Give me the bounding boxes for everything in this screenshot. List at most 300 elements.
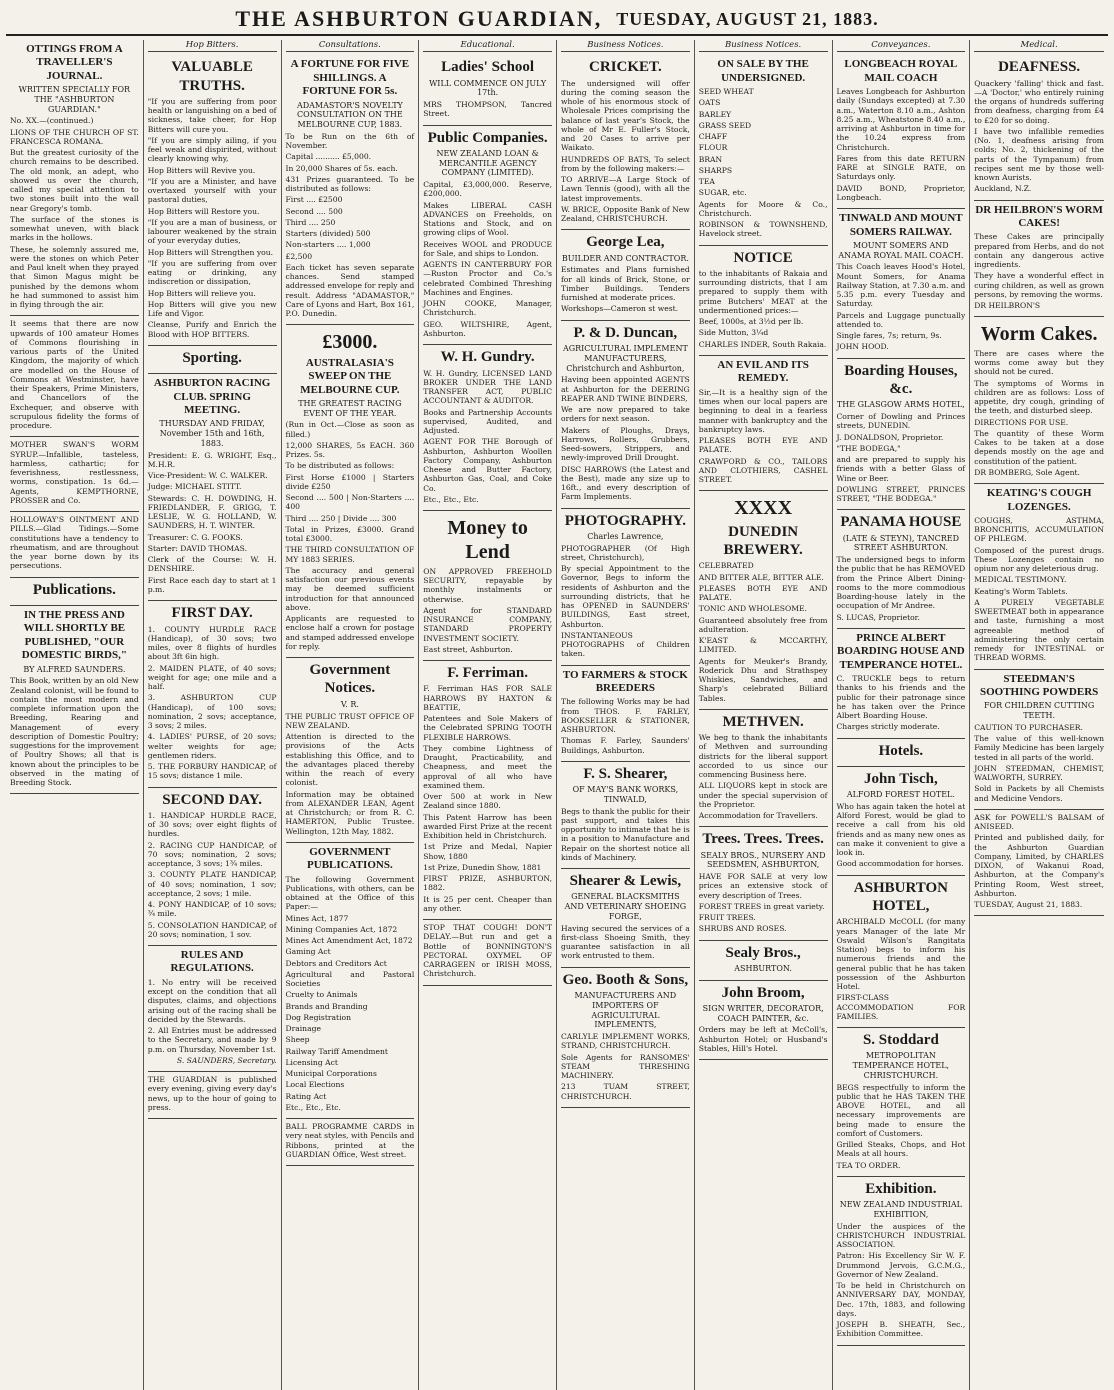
ad-text: Fares from this date RETURN FARE at SINGLE RATE, on Saturdays only. [836, 153, 966, 182]
ad-title: John Tisch, [864, 770, 938, 787]
ad-text: ON APPROVED FREEHOLD SECURITY, repayable by monthly instalments or otherwise. [423, 566, 552, 604]
ad-text: Starter: DAVID THOMAS. [147, 543, 248, 553]
ad-text: 2. All Entries must be addressed to the Secretary, and made by 9 p.m. on Thursday, November 1st. [147, 1026, 277, 1054]
ad-text: CRAWFORD & CO., TAILORS AND CLOTHIERS, CASHEL STREET. [698, 456, 828, 485]
ad-title: CRICKET. [589, 59, 662, 76]
ad-text: Over 500 at work in New Zealand since 1880. [423, 792, 552, 811]
ad-text: 3. ASHBURTON CUP (Handicap), of 100 sovs; nomination, 2 sovs; acceptance, 3 sovs; 2 miles. [147, 693, 277, 731]
ad-text: BALL PROGRAMME CARDS in very neat styles, with Pencils and Ribbons, printed at the GUARDIAN Office, West street. [285, 1122, 415, 1159]
ad-text: FOREST TREES in great variety. [698, 901, 825, 911]
ad-subtitle: (LATE & STEYN), TANCRED STREET ASHBURTON. [842, 533, 960, 553]
advertisement [10, 40, 139, 316]
ad-title: RULES AND REGULATIONS. [170, 949, 254, 975]
ad-text: Beef, 1000s, at 3½d per lb. [698, 317, 804, 327]
masthead-date: TUESDAY, AUGUST 21, 1883. [616, 8, 879, 29]
ad-text: These, he solemnly assured me, were the stones on which Peter and Paul knelt when they prayed that Simon Magus might be punished by the demons whom he had summoned to assist him in flying through the air. [10, 244, 139, 310]
advertisement [837, 739, 966, 767]
column-header: Consultations. [286, 40, 415, 52]
ad-text: HOLLOWAY'S OINTMENT AND PILLS.—Glad Tidings.—Some constitutions have a tendency to rheumatism, and are throughout the year borne down by its persecutions. [10, 515, 139, 571]
ad-title: Hotels. [878, 742, 924, 759]
ad-text: DIRECTIONS FOR USE. [974, 417, 1069, 427]
column-1 [6, 40, 144, 1390]
ad-text: SHRUBS AND ROSES. [698, 924, 787, 934]
ad-text: Hop Bitters will give you new Life and Vigor. [147, 299, 277, 319]
ad-text: Makes LIBERAL CASH ADVANCES on Freeholds, on Stations and Stock, and on growing clips of Wool. [423, 200, 552, 238]
ad-text: CHARLES INDER, South Rakaia. [698, 339, 827, 349]
advertisement [837, 629, 966, 739]
advertisement [699, 356, 828, 491]
ad-display-heading: Worm Cakes. [980, 323, 1098, 346]
ad-text: Cruelty to Animals [285, 990, 358, 1000]
ad-text: MOTHER SWAN'S WORM SYRUP.—Infallible, tasteless, harmless, cathartic; for feverishness, restlessness, worms, constipation. 1s 6d.—Agents, KEMPTHORNE, PROSSER and Co. [10, 440, 139, 505]
ad-text: 1. COUNTY HURDLE RACE (Handicap), of 30 sovs; two miles, over 8 flights of hurdles about 3ft 6in high. [147, 624, 277, 662]
ad-text: Sold in Packets by all Chemists and Medicine Vendors. [974, 784, 1104, 803]
ad-text: PHOTOGRAPHER (Of High street, Christchurch), [561, 543, 690, 562]
ad-title: A FORTUNE FOR FIVE SHILLINGS. A FORTUNE FOR 5s. [290, 58, 410, 98]
advertisement [699, 246, 828, 356]
ad-text: Drainage [285, 1024, 321, 1034]
ad-text: But the greatest curiosity of the church remains to be described. The old monk, an adept, who showed us over the church, called my special attention to two stones built into the wall near Gregory's tomb. [10, 148, 139, 213]
ad-text: Second .... 500 | Non-Starters .... 400 [285, 493, 415, 512]
ad-title: ASHBURTON RACING CLUB. SPRING MEETING. [153, 377, 271, 417]
ad-subtitle: GENERAL BLACKSMITHS AND VETERINARY SHOEING FORGE, [564, 892, 687, 921]
ad-text: Etc., Etc., Etc. [285, 1102, 341, 1112]
ad-display-heading: XXXX [734, 497, 793, 520]
ad-title: PHOTOGRAPHY. [564, 512, 687, 529]
advertisement [10, 316, 139, 437]
ad-text: Keating's Worm Tablets. [974, 586, 1068, 596]
ad-text: Hop Bitters will Revive you. [147, 165, 256, 175]
advertisement [974, 317, 1104, 484]
ad-text: and are prepared to supply his friends with a better Glass of Wine or Beer. [836, 455, 966, 483]
ad-text: Patentees and Sole Makers of the Celebrated SPRING TOOTH FLEXIBLE HARROWS. [423, 714, 552, 742]
ad-text: The quantity of these Worm Cakes to be taken at a dose depends mostly on the age and constitution of the patient. [974, 428, 1104, 466]
advertisement [974, 201, 1104, 318]
ad-text: Sheep [285, 1035, 310, 1045]
ad-text: "If you are a Minister, and have overtaxed yourself with your pastoral duties, [147, 176, 277, 205]
ad-text: SUGAR, etc. [698, 188, 747, 198]
ad-text: Information may be obtained from ALEXANDER LEAN, Agent at Christchurch; or from R. C. HAMERTON, Public Trustee. Wellington, 12th May, 1882. [285, 789, 415, 836]
ad-text: The following Works may be had from THOS. F. FARLEY, BOOKSELLER & STATIONER, ASHBURTON. [561, 697, 690, 735]
ad-title: AN EVIL AND ITS REMEDY. [717, 358, 809, 385]
column-4 [419, 40, 557, 1390]
ad-text: First Horse £1000 | Starters divide £250 [285, 472, 415, 491]
ad-text: DISC HARROWS (the Latest and the Best), made any size up to 16ft., and every description of Farm Implements. [561, 464, 690, 502]
ad-text: W. BRICE, Opposite Bank of New Zealand, CHRISTCHURCH. [561, 204, 690, 224]
ad-text: Capital .......... £5,000. [285, 152, 372, 162]
ad-text: ROBINSON & TOWNSHEND, Havelock street. [698, 220, 828, 239]
advertisement [837, 510, 966, 629]
ad-text: MRS THOMPSON, Tancred Street. [423, 100, 552, 119]
ad-text: Parcels and Luggage punctually attended to. [836, 310, 966, 329]
ad-text: Railway Tariff Amendment [285, 1046, 388, 1056]
ad-text: Sole Agents for RANSOMES' STEAM THRESHING MACHINERY. [561, 1052, 690, 1080]
ad-title: DR HEILBRON'S WORM CAKES! [975, 203, 1103, 230]
ad-text: The surface of the stones is somewhat uneven, with black marks in the hollows. [10, 214, 139, 243]
ad-text: Mines Act, 1877 [285, 913, 349, 923]
ad-title: DEAFNESS. [998, 59, 1081, 76]
ad-text: DR BOMBERG, Sole Agent. [974, 467, 1080, 477]
ad-display-heading: Money to Lend [447, 517, 528, 564]
ad-text: It is 25 per cent. Cheaper than any other. [423, 894, 552, 913]
ad-text: Hop Bitters will Strengthen you. [147, 247, 274, 257]
ad-text: £2,500 [285, 251, 313, 261]
ad-title: Shearer & Lewis, [569, 873, 682, 890]
ad-text: JOHN COOKE, Manager, Christchurch. [423, 299, 552, 318]
ad-text: TO ARRIVE—A Large Stock of Lawn Tennis (good), with all the latest improvements. [561, 175, 690, 203]
ad-title: AUSTRALASIA'S SWEEP ON THE MELBOURNE CUP. [300, 356, 400, 396]
ad-text: 1. HANDICAP HURDLE RACE, of 30 sovs; over eight flights of hurdles. [147, 810, 277, 839]
advertisement [10, 578, 139, 606]
ad-text: Each ticket has seven separate chances. Send stamped addressed envelope for reply and result. Address "ADAMASTOR," Care of Lyons and Hart, Box 161, P.O. Dunedin. [285, 262, 415, 319]
ad-text: Having been appointed AGENTS at Ashburton for the DEERING REAPER AND TWINE BINDERS, [561, 375, 690, 403]
ad-title: METHVEN. [722, 713, 804, 730]
ad-subtitle: THE GREATEST RACING EVENT OF THE YEAR. [298, 398, 402, 418]
ad-title: Publications. [32, 581, 116, 598]
ad-text: Clerk of the Course: W. H. DENSHIRE. [147, 555, 277, 574]
ad-text: ALL LIQUORS kept in stock are under the special supervision of the Proprietor. [698, 781, 828, 809]
ad-text: Patron: His Excellency Sir W. F. Drummond Jervois, G.C.M.G., Governor of New Zealand. [836, 1251, 966, 1279]
ad-text: Vice-President: W. C. WALKER. [147, 471, 268, 481]
ad-text: In 20,000 Shares of 5s. each. [285, 163, 398, 173]
ad-text: "If you are simply ailing, if you feel weak and dispirited, without clearly knowing why, [147, 135, 277, 164]
ad-text: Third .... 250 [285, 217, 336, 227]
ad-display-heading: £3000. [322, 331, 378, 354]
ad-subtitle: ALFORD FOREST HOTEL. [846, 790, 955, 800]
column-8 [970, 40, 1108, 1390]
ad-text: Debtors and Creditors Act [285, 958, 387, 968]
ad-text: W. H. Gundry, LICENSED LAND BROKER UNDER THE LAND TRANSFER ACT, PUBLIC ACCOUNTANT & AUDITOR. [423, 368, 552, 406]
advertisement [148, 788, 277, 947]
ad-text: Capital, £3,000,000. Reserve, £200,000. [423, 180, 552, 199]
ad-text: "If you are a man of business, or labourer weakened by the strain of your everyday duties, [147, 217, 277, 246]
ad-title: TINWALD AND MOUNT SOMERS RAILWAY. [839, 212, 963, 238]
ad-title: S. Stoddard [862, 1032, 939, 1049]
ad-text: FIRST-CLASS ACCOMMODATION FOR FAMILIES. [836, 993, 966, 1021]
ad-text: Rating Act [285, 1091, 327, 1101]
advertisement [286, 658, 415, 843]
ad-title: NOTICE [733, 249, 793, 266]
ad-text: They combine Lightness of Draught, Practicability, and Cheapness, and meet the approval of all who have examined them. [423, 743, 552, 790]
ad-text: 4. LADIES' PURSE, of 20 sovs; welter weights for age; gentlemen riders. [147, 732, 277, 760]
ad-text: FIRST PRIZE, ASHBURTON, 1882. [423, 874, 552, 893]
advertisement [423, 345, 552, 511]
ad-title: PANAMA HOUSE [840, 514, 962, 531]
ad-text: FLOUR [698, 143, 728, 153]
advertisement [423, 661, 552, 920]
ad-text: BARLEY [698, 109, 732, 119]
ad-text: 1st Prize, Dunedin Show, 1881 [423, 862, 542, 872]
ad-text: "THE BODEGA," [836, 443, 901, 453]
ad-subtitle: THE GLASGOW ARMS HOTEL, [836, 400, 965, 410]
ad-title: F. Ferriman. [447, 665, 528, 682]
column-header: Hop Bitters. [148, 40, 277, 52]
ad-text: Begs to thank the public for their past support, and takes this opportunity to intimate that he is in a position to Manufacture and Repair on the shortest notice all kinds of Machinery. [561, 806, 690, 862]
ad-text: ASK for POWELL'S BALSAM of ANISEED. [974, 812, 1104, 832]
ad-text: 213 TUAM STREET, CHRISTCHURCH. [561, 1082, 690, 1101]
ad-text: 5. CONSOLATION HANDICAP, of 20 sovs; nomination, 1 sov. [147, 920, 277, 939]
ad-text: MEDICAL TESTIMONY. [974, 575, 1067, 585]
ad-subtitle: NEW ZEALAND LOAN & MERCANTILE AGENCY COMPANY (LIMITED). [436, 148, 539, 178]
advertisement [286, 843, 415, 1119]
ad-text: "If you are suffering from poor health or languishing on a bed of sickness, take cheer, for Hop Bitters will cure you. [147, 96, 277, 134]
ad-subtitle: SEALY BROS., NURSERY AND SEEDSMEN, ASHBURTON, [700, 850, 826, 870]
ad-text: JOHN STEEDMAN, CHEMIST, WALWORTH, SURREY. [974, 763, 1104, 783]
ad-text: Etc., Etc., Etc. [423, 494, 479, 504]
advertisement [974, 484, 1104, 670]
ad-text: HAVE FOR SALE at very low prices an extensive stock of every description of Trees. [698, 872, 828, 900]
ad-text: PLEASES BOTH EYE AND PALATE. [698, 583, 828, 603]
ad-text: OATS [698, 98, 721, 108]
ad-text: Stewards: C. H. DOWDING, H. FRIEDLANDER, F. GRIGG, T. LESLIE, W. G. HOLLAND, W. SAUNDERS, H. T. WINTER. [147, 493, 277, 531]
ad-text: AGENTS IN CANTERBURY FOR—Ruston Proctor and Co.'s celebrated Combined Threshing Machines and Engines. [423, 260, 552, 297]
ad-title: W. H. Gundry. [440, 349, 535, 366]
ad-text: First .... £2500 [285, 195, 343, 205]
ad-text: Agricultural and Pastoral Societies [285, 969, 415, 989]
advertisement [699, 710, 828, 828]
ad-text: This Coach leaves Hood's Hotel, Mount Somers, for Anama Railway Station, at 7.30 a.m. and 5.35 p.m. every Tuesday and Saturday. [836, 262, 966, 309]
ad-text: Accommodation for Travellers. [698, 811, 818, 821]
advertisement [699, 981, 828, 1061]
ad-text: Printed and published daily, for the Ashburton Guardian Company, Limited, by CHARLES DIXON, of Wakanui Road, Ashburton, at the Company's Printing Room, West street, Ashburton. [974, 833, 1104, 898]
column-header: Medical. [974, 40, 1104, 52]
ad-text: Estimates and Plans furnished for all kinds of Brick, Stone, or Timber Buildings. Tenders furnished at moderate prices. [561, 265, 690, 303]
ad-title: OTTINGS FROM A TRAVELLER'S JOURNAL. [26, 43, 123, 82]
ad-subtitle: MOUNT SOMERS AND ANAMA ROYAL MAIL COACH. [838, 240, 964, 260]
ad-text: Single fares, 7s; return, 9s. [836, 331, 942, 341]
ad-subtitle: WILL COMMENCE ON JULY 17th. [429, 78, 547, 98]
ad-text: The following Government Publications, with others, can be obtained at the Office of this Paper:— [285, 874, 415, 912]
ad-text: Attention is directed to the provisions of the Acts establishing this Office, and to the advantages placed thereby within the reach of every colonist. [285, 732, 415, 788]
ad-text: Agents for Moore & Co., Christchurch. [698, 199, 828, 218]
ad-text: Starters (divided) 500 [285, 229, 371, 239]
ad-text: JOSEPH B. SHEATH, Sec., Exhibition Committee. [836, 1320, 966, 1339]
advertisement [148, 601, 277, 787]
advertisement [974, 670, 1104, 810]
ad-text: Under the auspices of the CHRISTCHURCH INDUSTRIAL ASSOCIATION. [836, 1221, 966, 1250]
ad-text: The accuracy and general satisfaction our previous events may be deemed sufficient introduction for that announced above. [285, 565, 415, 612]
advertisement [974, 55, 1104, 200]
ad-text: THE GUARDIAN is published every evening, giving every day's news, up to the hour of going to press. [147, 1075, 277, 1112]
ad-text: 1. No entry will be received except on the condition that all disputes, claims, and objections arising out of the racing shall be decided by the Stewards. [147, 977, 277, 1024]
ad-text: Second .... 500 [285, 206, 343, 216]
ad-title: Trees. Trees. Trees. [702, 831, 824, 848]
ad-title: IN THE PRESS AND WILL SHORTLY BE PUBLISHED, "OUR DOMESTIC BIRDS," [21, 609, 127, 662]
ad-title: P. & D. Duncan, [573, 324, 678, 341]
ad-text: CARLYLE IMPLEMENT WORKS, STRAND, CHRISTCHURCH. [561, 1032, 690, 1051]
ad-text: The symptoms of Worms in children are as follows: Loss of appetite, dry cough, grinding of the teeth, and disturbed sleep. [974, 378, 1104, 416]
advertisement [561, 55, 690, 230]
ad-text: Leaves Longbeach for Ashburton daily (Sundays excepted) at 7.30 a.m., Waterton 8.10 a.m., Ashton 8.25 a.m., Wheatstone 8.40 a.m., arriving at Ashburton in time for the 10.24 express from Christchurch. [836, 87, 966, 152]
advertisement [10, 512, 139, 578]
ad-text: STOP THAT COUGH! DON'T DELAY.—But run and get a Bottle of BONNINGTON'S PECTORAL OXYMEL OF CARRAGEEN or IRISH MOSS, Christchurch. [423, 923, 552, 979]
ad-subtitle: METROPOLITAN TEMPERANCE HOTEL, CHRISTCHURCH. [852, 1051, 950, 1080]
ad-text: CAUTION TO PURCHASER. [974, 722, 1083, 732]
ad-text: To be distributed as follows: [285, 461, 395, 471]
ad-text: K'EAST & MCCARTHY, LIMITED. [698, 636, 828, 655]
column-header: Educational. [423, 40, 552, 52]
ad-subtitle: OF MAY'S BANK WORKS, TINWALD, [572, 785, 679, 804]
ad-text: No. XX.—(continued.) [10, 116, 94, 126]
ad-subtitle: AGRICULTURAL IMPLEMENT MANUFACTURERS, Christchurch and Ashburton, [562, 344, 688, 373]
advertisement [148, 374, 277, 601]
ad-text: First Race each day to start at 1 p.m. [147, 575, 277, 594]
ad-title: Exhibition. [865, 1180, 937, 1197]
ad-text: Non-starters .... 1,000 [285, 240, 371, 250]
ad-subtitle: BUILDER AND CONTRACTOR. [561, 253, 689, 263]
ad-title: Sealy Bros., [725, 944, 801, 961]
advertisement [423, 511, 552, 661]
ad-text: 4. PONY HANDICAP, of 10 sovs; ¾ mile. [147, 900, 277, 919]
advertisement [837, 55, 966, 209]
ad-title: PRINCE ALBERT BOARDING HOUSE AND TEMPERANCE HOTEL. [837, 631, 965, 671]
ad-text: This Book, written by an old New Zealand colonist, will be found to contain the most modern and complete information upon the Breeding, Rearing and Management of every description of Domestic Poultry; suggestions for the improvement of Poultry Shows; all that is known about the principles to be observed in the mating of Breeding Stock. [10, 676, 139, 788]
advertisement [286, 55, 415, 325]
ad-text: There are cases where the worms come away but they should not be cured. [974, 348, 1104, 377]
column-6 [695, 40, 833, 1390]
ad-text: Dog Registration [285, 1012, 351, 1022]
ad-text: THE THIRD CONSULTATION OF MY 1883 SERIES. [285, 545, 415, 564]
ad-text: Books and Partnership Accounts supervised, Audited, and Adjusted. [423, 407, 552, 435]
ad-text: Local Elections [285, 1080, 345, 1090]
advertisement [423, 126, 552, 346]
column-2 [144, 40, 282, 1390]
advertisement [10, 606, 139, 794]
ad-text: TUESDAY, August 21, 1883. [974, 900, 1083, 910]
ad-text: AGENT FOR THE Borough of Ashburton, Ashburton Woollen Factory Company, Ashburton Cheese and Butter Factory, Ashburton Gas, Coal, and Coke Co. [423, 437, 552, 493]
advertisement [699, 55, 828, 245]
column-5 [557, 40, 695, 1390]
ad-text: Corner of Dowling and Princes streets, DUNEDIN. [836, 412, 966, 431]
ad-signature: S. SAUNDERS, Secretary. [176, 1055, 277, 1065]
ad-subtitle: MANUFACTURERS AND IMPORTERS OF AGRICULTURAL IMPLEMENTS, [574, 991, 677, 1030]
ad-subtitle: V. R. [340, 699, 359, 709]
ad-subtitle: Charles Lawrence, [587, 531, 664, 541]
ad-text: Brands and Branding [285, 1001, 368, 1011]
ad-text: 2. MAIDEN PLATE, of 40 sovs; weight for age; one mile and a half. [147, 663, 277, 692]
advertisement [561, 509, 690, 666]
ad-text: CHAFF [698, 132, 728, 142]
ad-text: Composed of the purest drugs. These Lozenges contain no opium nor any deleterious drug. [974, 545, 1104, 574]
ad-text: They have a wonderful effect in curing children, as well as grown persons, by removing the worms. [974, 271, 1104, 299]
masthead [6, 4, 1108, 36]
ad-text: Mining Companies Act, 1872 [285, 924, 398, 934]
ad-text: TEA TO ORDER. [836, 1160, 901, 1170]
ad-text: Having secured the services of a first-class Shoeing Smith, they guarantee satisfaction in all work entrusted to them. [561, 923, 690, 961]
ad-title: F. S. Shearer, [583, 765, 668, 782]
ad-title: Geo. Booth & Sons, [562, 971, 689, 988]
ad-text: Agents for Meuker's Brandy, Roderick Dhu and Strathspey Whiskies, Sandwiches, and Sharp's celebrated Billiard Tables. [698, 656, 828, 703]
ad-text: BRAN [698, 154, 723, 164]
advertisement [837, 876, 966, 1028]
ad-text: 3. COUNTY PLATE HANDICAP, of 40 sovs; nomination, 1 sov; acceptance, 2 sovs; 1 mile. [147, 870, 277, 898]
ad-text: JOHN HOOD. [836, 342, 889, 352]
ad-text: Side Mutton, 3¼d [698, 328, 769, 338]
ad-text: Gaming Act [285, 947, 331, 957]
ad-text: F. Ferriman HAS FOR SALE HARROWS BY HAXTON & BEATTIE, [423, 684, 552, 712]
ad-text: DR HEILBRON'S [974, 301, 1041, 311]
advertisement [974, 810, 1104, 917]
ad-text: Agent for STANDARD INSURANCE COMPANY, STANDARD PROPERTY INVESTMENT SOCIETY. [423, 605, 552, 643]
ad-text: Treasurer: C. G. FOOKS. [147, 532, 243, 542]
ad-subtitle: BY ALFRED SAUNDERS. [23, 664, 126, 674]
ad-text: East street, Ashburton. [423, 644, 513, 654]
ad-text: 2. RACING CUP HANDICAP, of 70 sovs; nomination, 2 sovs; acceptance, 3 sovs; 1¾ miles. [147, 840, 277, 869]
advertisement [561, 230, 690, 320]
ad-text: DOWLING STREET, PRINCES STREET, "THE BODEGA." [836, 484, 966, 504]
ad-title: Government Notices. [309, 662, 391, 697]
ad-text: (Run in Oct.—Close as soon as filled.) [285, 420, 415, 439]
ad-text: PLEASES BOTH EYE AND PALATE. [698, 436, 828, 455]
ad-title: DUNEDIN BREWERY. [723, 523, 803, 558]
ad-subtitle: ASHBURTON. [734, 963, 792, 973]
advertisement [699, 491, 828, 709]
ad-text: Hop Bitters will Restore you. [147, 206, 260, 216]
advertisement [10, 437, 139, 512]
advertisement [286, 325, 415, 658]
ad-text: We are now prepared to take orders for next season. [561, 405, 690, 424]
ad-title: KEATING'S COUGH LOZENGES. [986, 487, 1092, 513]
ad-text: 12,000 SHARES, 5s EACH. 360 Prizes. 5s. [285, 440, 415, 460]
ad-text: S. LUCAS, Proprietor. [836, 612, 920, 622]
ad-text: GRASS SEED [698, 120, 752, 130]
column-7 [833, 40, 971, 1390]
advertisement [837, 1028, 966, 1177]
ad-text: AND BITTER ALE, BITTER ALE. [698, 572, 824, 582]
ad-text: SHARPS [698, 165, 733, 175]
ad-title: Sporting. [182, 349, 242, 366]
ad-text: Sir,—It is a healthy sign of the times when our local papers are beginning to deal in a fearless manner with bankruptcy and the bankruptcy laws. [698, 387, 828, 434]
ad-text: SEED WHEAT [698, 87, 754, 97]
advertisement [699, 941, 828, 981]
ad-text: We beg to thank the inhabitants of Methven and surrounding districts for the liberal support accorded to us since our commencing Business here. [698, 733, 828, 780]
advertisement [423, 920, 552, 986]
column-header: Business Notices. [699, 40, 828, 52]
ad-title: George Lea, [586, 234, 665, 251]
column-header: Conveyances. [837, 40, 966, 52]
ad-text: Thomas F. Farley, Saunders' Buildings, Ashburton. [561, 736, 690, 755]
ad-text: The value of this well-known Family Medicine has been largely tested in all parts of the world. [974, 734, 1104, 762]
ad-text: to the inhabitants of Rakaia and surrounding districts, that I am prepared to supply them with prime Butchers' MEAT at the undermentioned prices:— [698, 268, 828, 315]
ad-text: TEA [698, 177, 715, 187]
ad-text: Mines Act Amendment Act, 1872 [285, 936, 413, 946]
ad-title: STEEDMAN'S SOOTHING POWDERS [979, 672, 1099, 699]
ad-title: Boarding Houses, &c. [844, 362, 958, 398]
ad-text: This Patent Harrow has been awarded First Prize at the recent Exhibition held in Christchurch. [423, 812, 552, 841]
ad-text: LIONS OF THE CHURCH OF ST. FRANCESCA ROMANA. [10, 127, 139, 146]
advertisement [423, 55, 552, 125]
ad-text: FRUIT TREES. [698, 913, 756, 923]
ad-subtitle: ADAMASTOR'S NOVELTY CONSULTATION ON THE MELBOURNE CUP, 1883. [296, 100, 403, 130]
ad-text: Charges strictly moderate. [836, 722, 940, 732]
column-header: Business Notices. [561, 40, 690, 52]
ad-title: Public Companies. [427, 129, 548, 146]
column-3 [282, 40, 420, 1390]
advertisement [286, 1119, 415, 1166]
ad-text: Orders may be left at McColl's, Ashburton Hotel; or Husband's Stables, Hill's Hotel. [698, 1025, 828, 1053]
ad-text: Guaranteed absolutely free from adulteration. [698, 615, 828, 634]
ad-title: SECOND DAY. [162, 791, 262, 808]
ad-title: John Broom, [721, 984, 805, 1001]
ad-text: Hop Bitters will relieve you. [147, 288, 256, 298]
advertisement [561, 762, 690, 869]
masthead-title: THE ASHBURTON GUARDIAN, [235, 6, 603, 31]
advertisement [148, 946, 277, 1072]
ad-text: TONIC AND WHOLESOME. [698, 604, 807, 614]
ad-text: 5. THE FORBURY HANDICAP, of 15 sovs; distance 1 mile. [147, 762, 277, 781]
advertisement [837, 359, 966, 511]
ad-title: VALUABLE TRUTHS. [171, 59, 253, 94]
